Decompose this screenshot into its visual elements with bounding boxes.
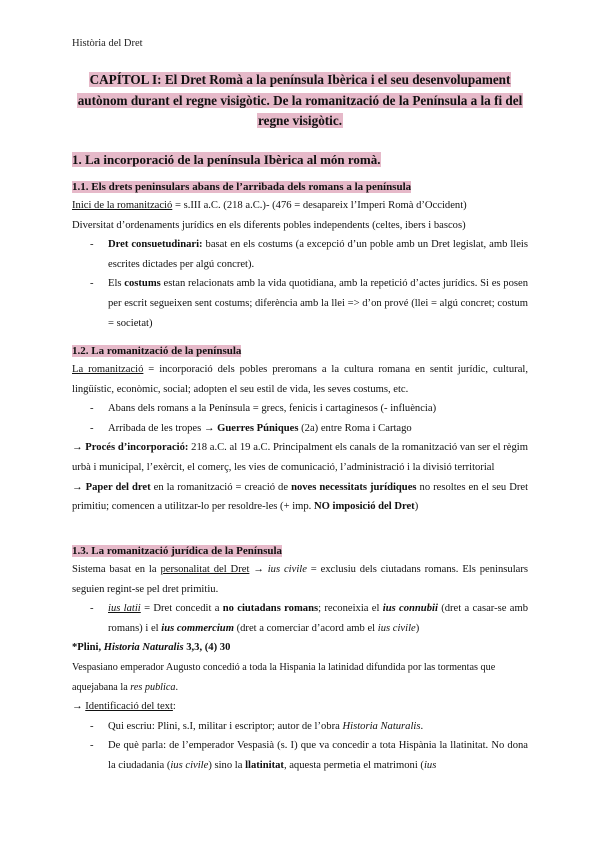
list-item: - Abans dels romans a la Península = grecs, fenicis i cartaginesos (- influència) — [72, 399, 528, 419]
paragraph: → Paper del dret en la romanització = creació de noves necessitats jurídiques no resoltes en el seu Dret primitiu; comencen a utilitzar-lo per resoldre-les (+ imp. NO imposició del Dret) — [72, 481, 529, 513]
list-item: - De què parla: de l’emperador Vespasià (s. I) que va concedir a tota Hispània la llatinitat. No dona la ciudadania (ius civile) sino la llatinitat, aquesta permetia el matrimoni (ius — [72, 736, 528, 775]
section-1-3-heading: 1.3. La romanització jurídica de la Península — [72, 545, 283, 557]
chapter-title-text: CAPÍTOL I: El Dret Romà a la península Ibèrica i el seu desenvolupament autònom durant el regne visigòtic. De la romanització de la Península a la fi del regne visigòtic. — [77, 72, 523, 128]
list-item: - Arribada de les tropes → Guerres Púniques (2a) entre Roma i Cartago — [72, 419, 528, 439]
section-1-3-body — [72, 560, 528, 776]
paragraph: Sistema basat en la personalitat del Dret → ius civile = exclusiu dels ciutadans romans. Els peninsulars seguien regint-se pel dret primitiu. — [72, 564, 528, 595]
dash-bullet: - — [90, 278, 94, 290]
section-1-1-heading: 1.1. Els drets peninsulars abans de l’arribada dels romans a la península — [72, 181, 412, 193]
chapter-title — [72, 70, 528, 132]
section-1-2-body — [72, 360, 528, 517]
paragraph: Inici de la romanització = s.III a.C. (218 a.C.)- (476 = desapareix l’Imperi Romà d’Occident) — [72, 200, 467, 211]
paragraph: → Identificació del text: — [72, 701, 176, 713]
paragraph: Diversitat d’ordenaments jurídics en els diferents pobles independents (celtes, ibers i bascos) — [72, 219, 466, 231]
dash-bullet: - — [90, 740, 94, 752]
dash-bullet: - — [90, 239, 94, 251]
list-item: - Els costums estan relacionats amb la vida quotidiana, amb la repetició d’actes jurídics. Si es posen per escrit segueixen sent costums; diferència amb la llei => d’on prové (llei = algú concret; costum = societat) — [72, 274, 528, 333]
list-item: - Qui escriu: Plini, s.I, militar i escriptor; autor de l’obra Historia Naturalis. — [72, 717, 528, 737]
dash-bullet: - — [90, 603, 94, 615]
page-header: Història del Dret — [72, 38, 143, 49]
list-item: - ius latii = Dret concedit a no ciutadans romans; reconeixia el ius connubii (dret a casar-se amb romans) i el ius commercium (dret a comerciar d’acord amb el ius civile) — [72, 599, 528, 638]
section-1-heading: 1. La incorporació de la península Ibèrica al món romà. — [72, 152, 381, 167]
list-item: - Dret consuetudinari: basat en els costums (a excepció d’un poble amb un Dret legislat, amb lleis escrites dictades per algú concret). — [72, 235, 528, 274]
paragraph: La romanització = incorporació dels pobles preromans a la cultura romana en sentit jurídic, cultural, lingüístic, econòmic, social; adopten el seu estil de vida, les seves costums, etc. — [72, 364, 528, 395]
dash-bullet: - — [90, 720, 94, 732]
quote: Vespasiano emperador Augusto concedió a toda la Hispania la latinidad difundida por las tormentas que aquejabana la res publica. — [72, 661, 496, 693]
dash-bullet: - — [90, 422, 94, 434]
paragraph: → Procés d’incorporació: 218 a.C. al 19 a.C. Principalment els canals de la romanització van ser el règim urbà i municipal, l’exèrcit, el comerç, les vies de comunicació, l’administració i la divisió territorial — [72, 442, 528, 473]
citation: *Plini, Historia Naturalis 3,3, (4) 30 — [72, 642, 231, 654]
dash-bullet: - — [90, 403, 94, 415]
section-1-1-body — [72, 196, 528, 333]
section-1-2-heading: 1.2. La romanització de la península — [72, 345, 242, 357]
